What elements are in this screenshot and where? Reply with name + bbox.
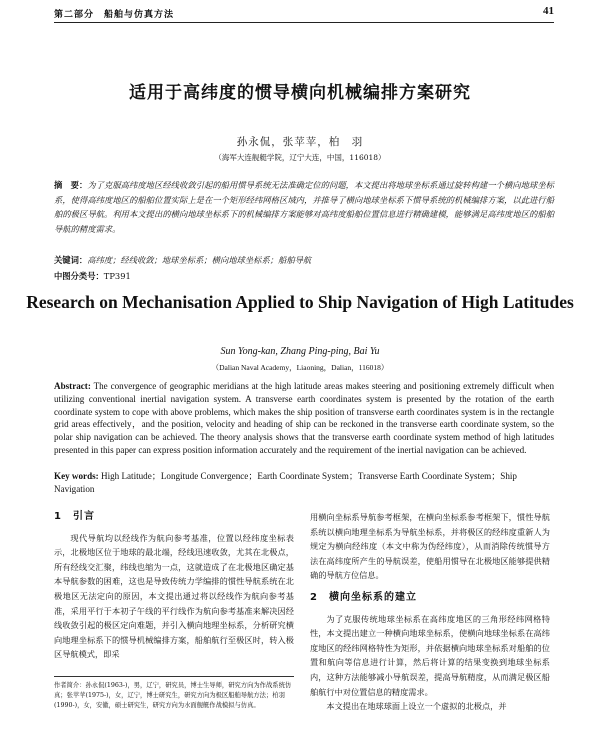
chinese-authors: 孙永侃，张苹苹，柏 羽 (236, 136, 364, 148)
chinese-abstract-label: 摘 要： (54, 180, 88, 190)
body-column-right (310, 510, 550, 714)
section-2-paragraph-2: 本文提出在地球球面上设立一个虚拟的北极点，并 (326, 701, 507, 712)
body-column-left (54, 510, 294, 662)
classification-number (54, 270, 554, 282)
english-keywords-text: High Latitude；Longitude Convergence；Earth Coordinate System；Transverse Earth Coordinate System；Ship Navigation (54, 471, 517, 494)
section-1-paragraph: 现代导航均以经线作为航向参考基准，位置以经纬度坐标表示，北极地区位于地球的最北端，经线迅速收敛，尤其在北极点，所有经线交汇聚，纬线也缩为一点，这就造成了在北极地区确定基本导航参数的困难，这也是导致传统力学编排的惯性导航系统在北极地区无法定向的原因，本文提出通过将以经线作为航向参考基准，采用平行于本初子午线的平行线作为航向参考基准来解决因经线收敛引起的极区定向难题，并引入横向地理坐标系，分析研究横向地理坐标系下的惯导机械编排方案，船舶航行至极区时，转入极区导航模式，即采 (54, 532, 294, 660)
header-section: 第二部分 船舶与仿真方法 (54, 10, 175, 20)
chinese-keywords-text: 高纬度；经线收敛；地球坐标系；横向地球坐标系；船舶导航 (87, 255, 312, 265)
english-authors: Sun Yong-kan, Zhang Ping-ping, Bai Yu (220, 346, 380, 357)
english-keywords-label: Key words: (54, 471, 99, 481)
english-affiliation: （Dalian Naval Academy，Liaoning，Dalian，116018） (211, 363, 389, 372)
page-number: 41 (543, 5, 554, 17)
english-title: Research on Mechanisation Applied to Ship Navigation of High Latitudes (26, 292, 574, 312)
section-2-heading: 2 横向坐标系的建立 (310, 591, 417, 603)
section-1-continuation: 用横向坐标系导航参考框架，在横向坐标系参考框架下，惯性导航系统以横向地理坐标系为导航坐标系，并将极区的经纬度重新人为规定为横向经纬度（本文中称为伪经纬度），从而消除传统惯导方法在高纬度所产生的导航误差，使船用惯导在北极地区能够提供精确的导航方位信息。 (310, 512, 550, 581)
chinese-keywords-label: 关键词： (54, 255, 88, 265)
chinese-abstract-text: 为了克服高纬度地区经线收敛引起的船用惯导系统无法准确定位的问题，本文提出将地球坐标系通过旋转构建一个横向地球坐标系，使得高纬度地区的船舶位置实际上是在一个矩形经纬网格区域内，并推导了横向地球坐标系下惯导系统的机械编排方案，以此进行船舶的极区导航。利用本文提出的横向地球坐标系下的机械编排方案能够对高纬度船舶位置信息进行精确建模，能够满足高纬度地区的船舶导航的精度需求。 (54, 180, 554, 234)
classification-code: TP391 (103, 271, 131, 281)
chinese-keywords (54, 254, 554, 266)
section-2-paragraph: 为了克服传统地球坐标系在高纬度地区的三角形经纬网格特性，本文提出建立一种横向地球坐标系，使横向地球坐标系在高纬度地区的经纬网格特性为矩形，并依据横向地球坐标系对船舶的位置和航向等信息进行计算，然后将计算的结果变换到地球坐标系内，这种方法能够减小导航误差，提高导航精度，从而满足极区船舶航行中对位置信息的精度需求。 (310, 613, 550, 697)
chinese-title: 适用于高纬度的惯导横向机械编排方案研究 (129, 83, 471, 103)
english-abstract-text: The convergence of geographic meridians at the high latitude areas makes steering and positioning extremely difficult when utilizing conventional inertial navigation system. A transverse earth coordinates system is presented by the rotation of the earth coordinate system to cope with above problems, which makes the ship position of transverse earth coordinates system is in the rectangle grid areas effectively，and the position, velocity and heading of ship can be reckoned in the transverse earth coordinate system, so the polar ship navigation can be achieved. The theory analysis shows that the transverse earth coordinate system method of high latitudes presented in this paper can express position information accurately and the requirement of the inertial navigation can be achieved. (54, 381, 555, 455)
english-keywords (54, 470, 554, 496)
english-abstract (54, 380, 554, 457)
running-header (54, 4, 554, 23)
chinese-abstract (54, 178, 554, 236)
classification-label: 中图分类号： (54, 271, 104, 281)
section-1-heading: 1 引言 (54, 511, 95, 522)
english-abstract-label: Abstract: (54, 381, 91, 391)
author-footnote: 作者简介：孙永侃(1963-)，男，辽宁，研究员，博士生导师，研究方向为作战系统仿真；张苹苹(1975-)，女，辽宁，博士研究生，研究方向为极区船舶导航方法；柏羽(1990-)，女，安徽，硕士研究生，研究方向为水面舰艇作战模拟与仿真。 (54, 676, 294, 711)
chinese-affiliation: （海军大连舰艇学院，辽宁大连，中国，116018） (214, 153, 386, 162)
